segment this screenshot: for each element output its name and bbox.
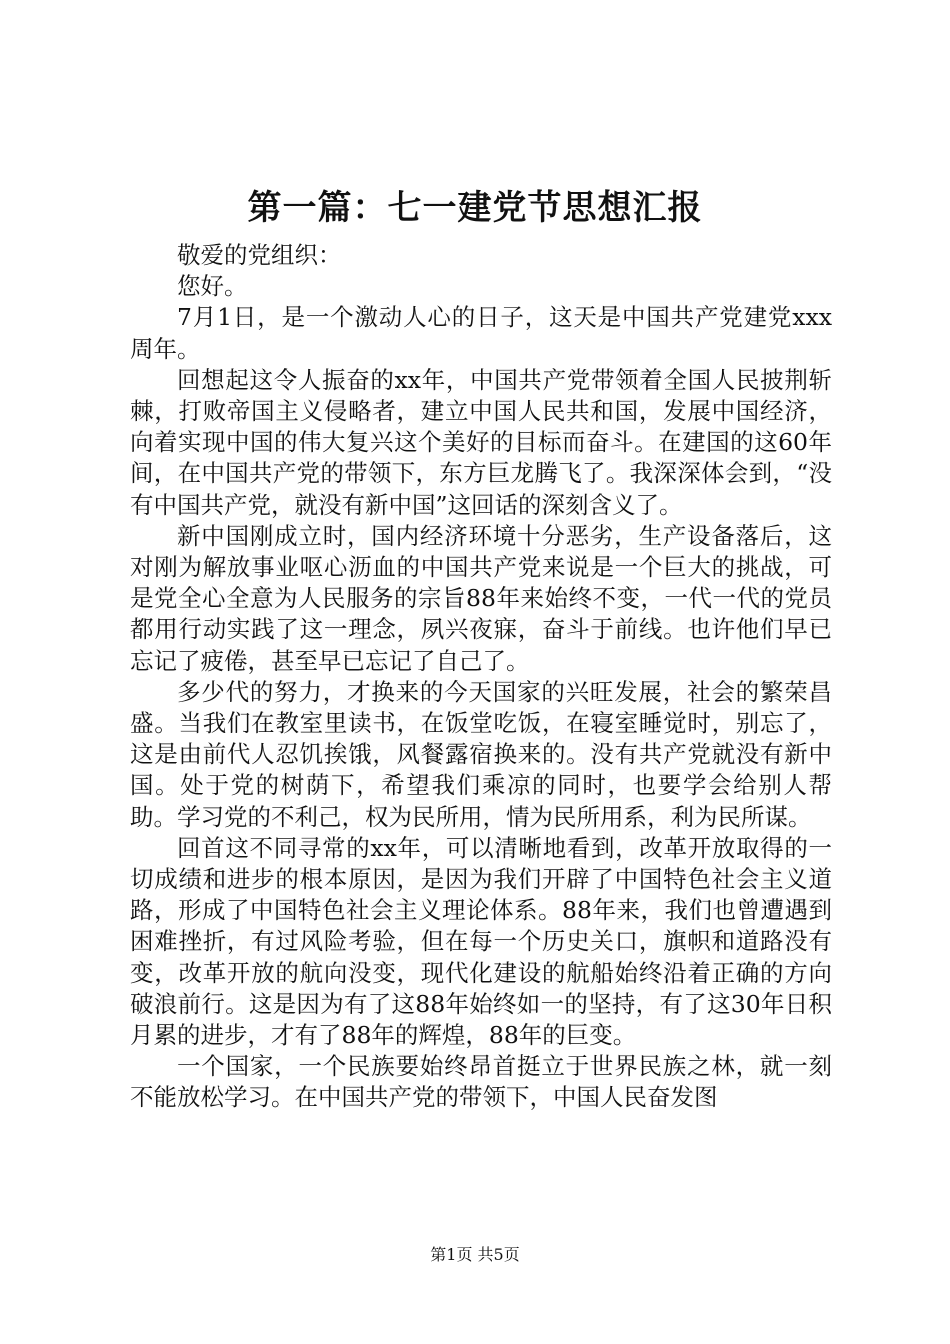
document-body [130, 240, 832, 1114]
page-number-footer: 第1页 共5页 [430, 1245, 520, 1264]
paragraph: 一个国家，一个民族要始终昂首挺立于世界民族之林，就一刻不能放松学习。在中国共产党的带领下，中国人民奋发图 [130, 1052, 832, 1112]
document-title: 第一篇：七一建党节思想汇报 [247, 188, 703, 228]
paragraph: 多少代的努力，才换来的今天国家的兴旺发展，社会的繁荣昌盛。当我们在教室里读书，在饭堂吃饭，在寝室睡觉时，别忘了，这是由前代人忍饥挨饿，风餐露宿换来的。没有共产党就没有新中国。处于党的树荫下，希望我们乘凉的同时，也要学会给别人帮助。学习党的不利己，权为民所用，情为民所用系，利为民所谋。 [130, 677, 832, 831]
paragraph: 回首这不同寻常的xx年，可以清晰地看到，改革开放取得的一切成绩和进步的根本原因，是因为我们开辟了中国特色社会主义道路，形成了中国特色社会主义理论体系。88年来，我们也曾遭遇到困难挫折，有过风险考验，但在每一个历史关口，旗帜和道路没有变，改革开放的航向没变，现代化建设的航船始终沿着正确的方向破浪前行。这是因为有了这88年始终如一的坚持，有了这30年日积月累的进步，才有了88年的辉煌，88年的巨变。 [130, 833, 832, 1050]
paragraph: 回想起这令人振奋的xx年，中国共产党带领着全国人民披荆斩棘，打败帝国主义侵略者，建立中国人民共和国，发展中国经济，向着实现中国的伟大复兴这个美好的目标而奋斗。在建国的这60年间，在中国共产党的带领下，东方巨龙腾飞了。我深深体会到，“没有中国共产党，就没有新中国”这回话的深刻含义了。 [130, 365, 832, 519]
paragraph: 新中国刚成立时，国内经济环境十分恶劣，生产设备落后，这对刚为解放事业呕心沥血的中国共产党来说是一个巨大的挑战，可是党全心全意为人民服务的宗旨88年来始终不变，一代一代的党员都用行动实践了这一理念，夙兴夜寐，奋斗于前线。也许他们早已忘记了疲倦，甚至早已忘记了自己了。 [130, 521, 832, 675]
salutation: 敬爱的党组织： [177, 241, 342, 269]
greeting: 您好。 [177, 272, 248, 301]
paragraph: 7月1日，是一个激动人心的日子，这天是中国共产党建党xxx周年。 [130, 303, 832, 363]
